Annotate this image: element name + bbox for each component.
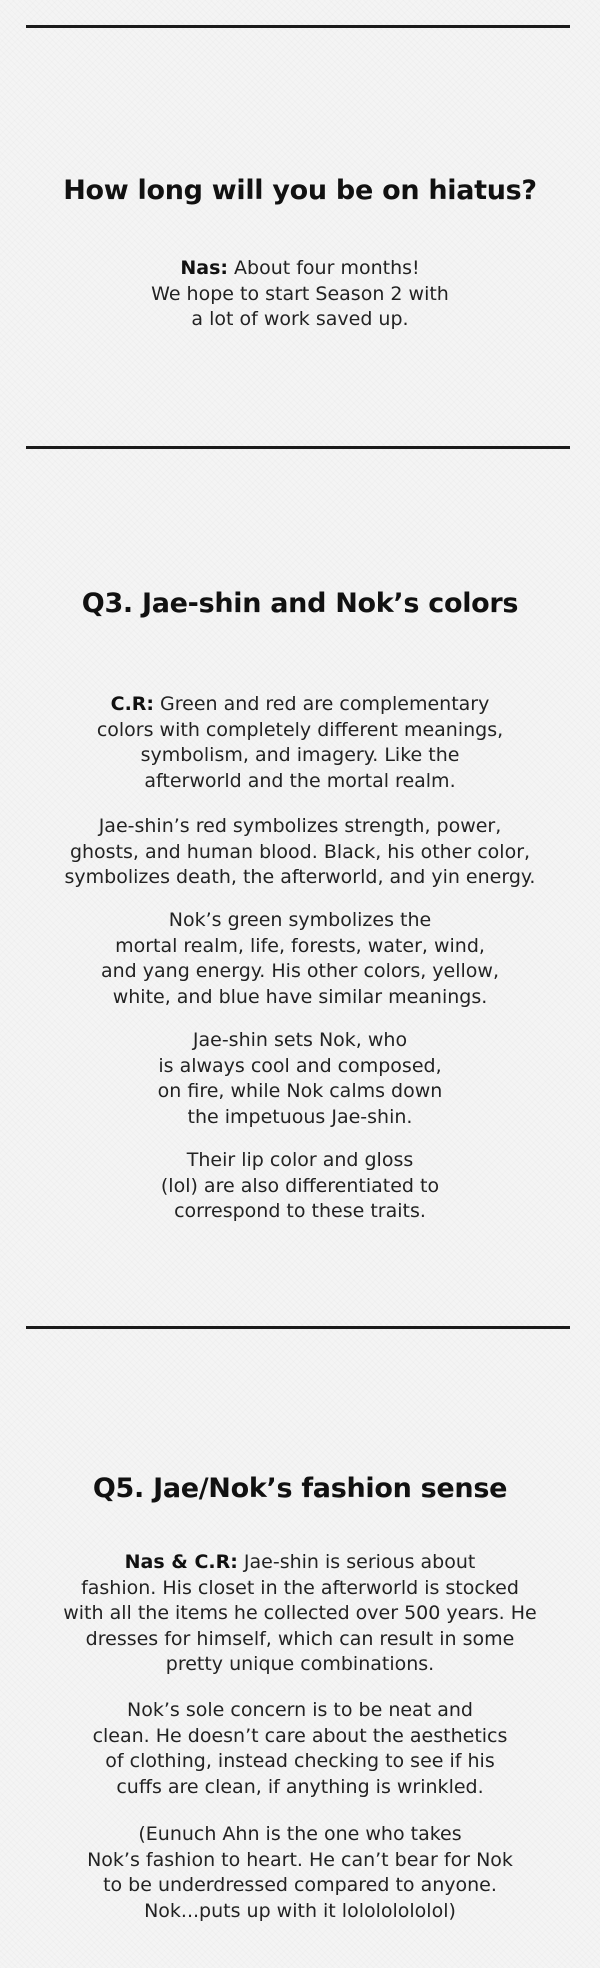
speaker-label: Nas & C.R: <box>124 1551 238 1573</box>
answer-hiatus <box>0 256 600 333</box>
speaker-label: Nas: <box>180 257 228 279</box>
answer-line: symbolism, and imagery. Like the <box>140 744 460 766</box>
answer-line: Nok’s fashion to heart. He can’t bear for Nok <box>87 1848 513 1871</box>
answer-line: white, and blue have similar meanings. <box>112 985 488 1008</box>
answer-line: Nas & C.R: Jae-shin is serious about <box>124 1551 476 1573</box>
answer-line: (Eunuch Ahn is the one who takes <box>138 1823 462 1845</box>
answer-line: the impetuous Jae-shin. <box>187 1105 413 1128</box>
answer-colors-p3 <box>0 908 600 1010</box>
answer-line: Nas: About four months! <box>180 257 420 279</box>
section-title-colors: Q3. Jae-shin and Nok’s colors <box>81 588 519 619</box>
answer-line: Nok...puts up with it lolololololol) <box>144 1899 456 1922</box>
speaker-label: C.R: <box>110 693 155 715</box>
answer-line: We hope to start Season 2 with <box>151 282 449 305</box>
answer-colors-p2 <box>0 814 600 891</box>
answer-colors-p4 <box>0 1028 600 1130</box>
answer-line: a lot of work saved up. <box>191 308 409 330</box>
answer-line: mortal realm, life, forests, water, wind, <box>115 934 485 957</box>
answer-line: (lol) are also differentiated to <box>160 1174 440 1197</box>
answer-colors-p5 <box>0 1148 600 1225</box>
answer-line: on fire, while Nok calms down <box>157 1080 443 1102</box>
answer-line: Jae-shin sets Nok, who <box>192 1029 408 1051</box>
divider-top <box>26 25 570 28</box>
answer-line: Nok’s green symbolizes the <box>168 909 432 931</box>
answer-line: C.R: Green and red are complementary <box>110 693 490 715</box>
answer-line: dresses for himself, which can result in some <box>85 1627 515 1650</box>
section-title-fashion: Q5. Jae/Nok’s fashion sense <box>92 1473 508 1504</box>
answer-line: with all the items he collected over 500 years. He <box>63 1602 537 1624</box>
answer-line: Their lip color and gloss <box>186 1149 414 1171</box>
answer-line: symbolizes death, the afterworld, and yin energy. <box>64 866 536 888</box>
answer-line: Jae-shin’s red symbolizes strength, power, <box>98 815 502 837</box>
divider-2 <box>26 1326 570 1329</box>
divider-1 <box>26 446 570 449</box>
answer-fashion-p3 <box>0 1822 600 1924</box>
answer-line: correspond to these traits. <box>174 1200 426 1222</box>
answer-line: pretty unique combinations. <box>165 1653 435 1675</box>
answer-line: Nok’s sole concern is to be neat and <box>127 1699 473 1721</box>
answer-line: ghosts, and human blood. Black, his other color, <box>69 840 531 863</box>
section-title-hiatus: How long will you be on hiatus? <box>63 175 537 206</box>
answer-line: cuffs are clean, if anything is wrinkled. <box>116 1775 484 1798</box>
answer-line: colors with completely different meanings, <box>96 718 504 741</box>
answer-line: afterworld and the mortal realm. <box>144 769 456 792</box>
answer-line: to be underdressed compared to anyone. <box>103 1874 497 1896</box>
answer-line: fashion. His closet in the afterworld is stocked <box>81 1576 519 1599</box>
answer-line: of clothing, instead checking to see if his <box>105 1750 495 1772</box>
answer-line: clean. He doesn’t care about the aesthetics <box>92 1724 508 1747</box>
answer-colors-p1 <box>0 692 600 794</box>
answer-fashion-p1 <box>0 1550 600 1678</box>
answer-line: and yang energy. His other colors, yellow, <box>100 960 499 982</box>
answer-line: is always cool and composed, <box>158 1054 442 1077</box>
answer-fashion-p2 <box>0 1698 600 1800</box>
